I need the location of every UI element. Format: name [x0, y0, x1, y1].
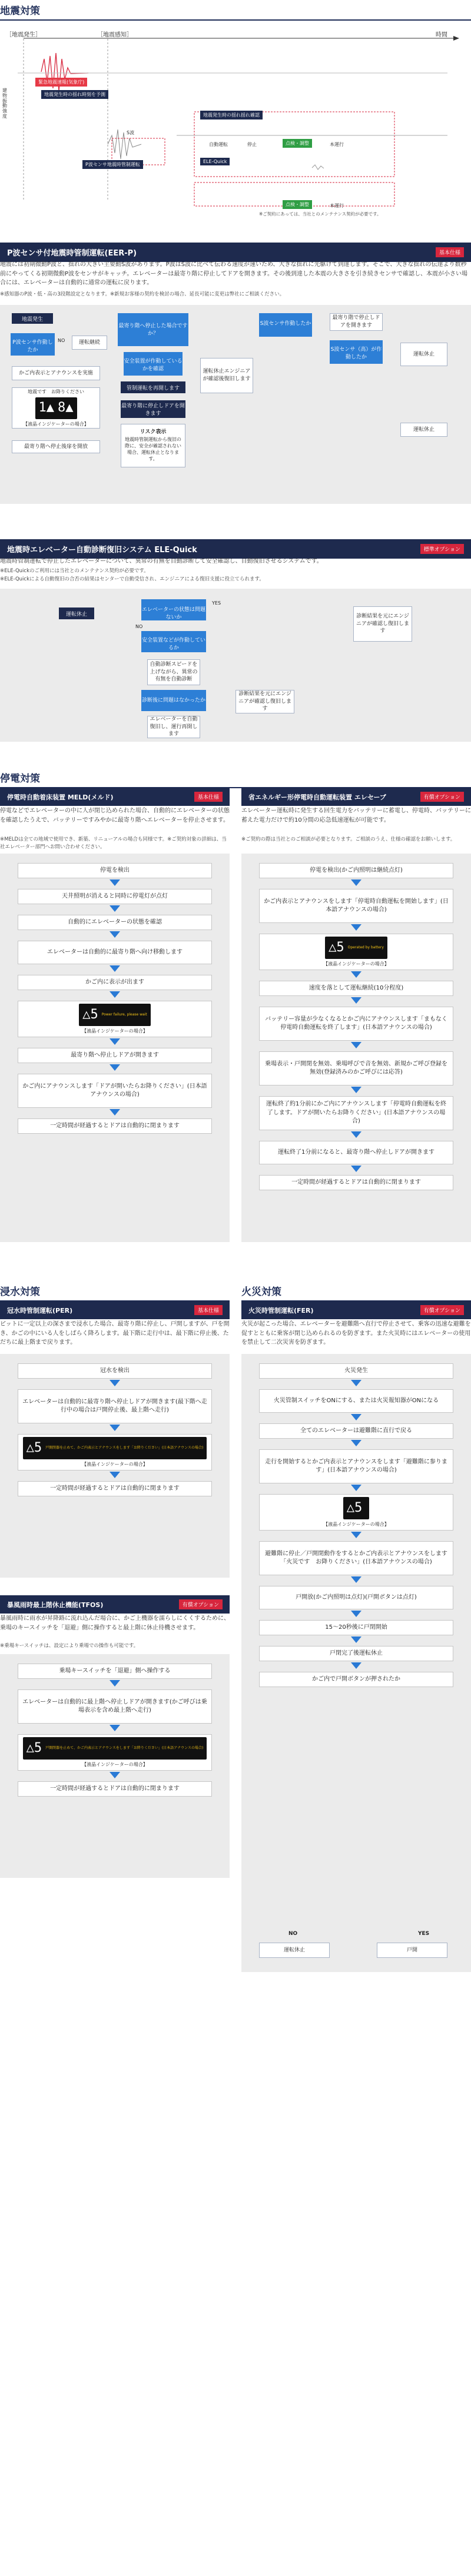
- section-title-fire: 火災対策: [241, 1283, 471, 1302]
- eco-step-6: 運転終了約1分前にかご内にアナウンスします「停電時自動運転を終了します。ドアが開いたらお降りください」(日本語アナウンスの場合): [259, 1096, 453, 1130]
- eco-step-5: 乗場表示・戸開閉を無効、乗場呼びで音を無効、新規かご呼び登録を無効(登録済みのかご呼びには応答): [259, 1051, 453, 1085]
- eerp-description: 地震には初期微動P波と、揺れの大きい主要動S波があります。P波はS波に比べて伝わる速度が速いため、大きな揺れに先駆けて到達します。そこで、大きな揺れの伝達より数秒前にやってくる初期微動P波をセンサがキャッチ。エレベーターは最寄り階に停止してドアを開きます。その後到達した本震の大きさを引き続きセンサで確認し、本震が小さい場合には、エレベーターは自動的に通常の運転に戻ります。: [0, 261, 468, 286]
- flow-arrow: [110, 1425, 120, 1431]
- s-wave-label: S波: [127, 130, 135, 135]
- s-high-diamond: S波センサ（高）が作動したか: [330, 340, 383, 364]
- fer-header: [241, 1301, 471, 1319]
- lcd-display: △5 Operated by battery: [325, 937, 387, 959]
- meld-description: 停電などでエレベーターの中に人が閉じ込められた場合、自動的にエレベーターの状態を確認したうえで、バッテリーですみやかに最寄り階へエレベーターを停止させます。: [0, 808, 230, 824]
- lcd-label: 【液晶インジケーターの場合】: [82, 1028, 148, 1034]
- timeline-time-label: 時間: [436, 32, 447, 38]
- eco-step-4: バッテリー容量が少なくなるとかご内にアナウンスします「まもなく停電時自動運転を終了します」(日本語アナウンスの場合): [259, 1007, 453, 1041]
- meld-header: [0, 788, 230, 806]
- lcd-display: △5 戸開閉器を止めて、かご内表示とアナウンスをします「お降りください」(日本語アナウンスの場合): [23, 1737, 207, 1760]
- tfos-description: 暴風雨時に雨水が昇降路に流れ込んだ場合に、かご上機器を濡らしにくくするために、乗場のキースイッチを「退避」側に操作すると最上階に休止待機させます。: [0, 1615, 230, 1631]
- flow-arrow: [110, 931, 120, 938]
- meld-lcd-box: [18, 1001, 212, 1037]
- meld-step-3: 自動的にエレベーターの状態を確認: [18, 915, 212, 930]
- predict-label: 地震発生時の揺れ時刻を予測: [41, 90, 108, 99]
- meld-step-5: かご内に表示が出ます: [18, 975, 212, 990]
- timeline-detect-label: ［地震感知］: [97, 32, 132, 38]
- eco-header: [241, 788, 471, 806]
- eco-step-7: 運転終了1分前になると、最寄り階へ停止しドアが開きます: [259, 1141, 453, 1164]
- eerp-note: ※感知器のP波・低・高の3段階設定となります。※新規お客様の契約を検討の場合、延長可能に変更は弊社にご相談ください。: [0, 291, 285, 297]
- meld-step-2: 天井照明が消えると同時に停電灯が点灯: [18, 889, 212, 904]
- section-title-power: 停電対策: [0, 770, 471, 788]
- meld-heading: 停電時自動着床装置 MELD(メルド): [7, 793, 114, 801]
- tfos-heading: 暴風雨時最上階休止機能(TFOS): [7, 1601, 104, 1609]
- auto-run-label: 自動運転: [209, 142, 228, 147]
- meld-step-1: 停電を検出: [18, 863, 212, 878]
- flow-arrow: [110, 1472, 120, 1478]
- lcd-display: △5: [343, 1497, 370, 1519]
- fer-tag: 有償オプション: [420, 1305, 464, 1315]
- check-diamond: 安全装置が作動しているかを確認: [124, 352, 183, 376]
- meld-step-6: 最寄り階へ停止しドアが開きます: [18, 1048, 212, 1063]
- ele-quick-label: ELE-Quick: [200, 158, 230, 165]
- flow-arrow: [351, 1380, 361, 1386]
- quick-no: NO: [135, 624, 143, 629]
- resume-box: 運転休止: [400, 343, 447, 366]
- tfos-notes: ※乗場キースイッチは、設定により乗場での操作も可能です。: [0, 1643, 139, 1649]
- confirm-label: 地震発生時の揺れ揺れ確認: [200, 111, 263, 119]
- resume-box-2: 運転休止: [400, 423, 447, 437]
- quick-heading: 地震時エレベーター自動診断復旧システム ELE-Quick: [7, 546, 197, 555]
- flow-arrow: [351, 1576, 361, 1583]
- reset-box: 最寄り階に停止しドアを開きます: [121, 400, 185, 418]
- eco-notes: ※ご契約の際は当社とのご相談が必要となります。ご相談のうえ、仕様の確認をお願いします。: [241, 836, 456, 842]
- flow-arrow: [351, 1611, 361, 1617]
- quick-ok: エレベーターを自動復旧し、運行再開します: [147, 716, 200, 738]
- lcd-text: 地震です お降りください: [28, 389, 84, 394]
- flow-arrow: [351, 1042, 361, 1048]
- fer-step-6: 戸開放(かご内照明は点灯)(戸開ボタンは点灯): [259, 1586, 453, 1609]
- flow-arrow: [110, 1064, 120, 1071]
- per-step-2: エレベーターは自動的に最寄り階へ停止しドアが開きます(最下階へ走行中の場合は戸開停止後、最上階へ走行): [18, 1389, 212, 1423]
- quick-flowchart: [0, 589, 471, 742]
- eerp-heading: P波センサ付地震時管制運転(EER-P): [7, 249, 137, 258]
- fer-step-4: 走行を開始するとかご内表示とアナウンスをします「避難階に参ります」(日本語アナウンスの場合): [259, 1449, 453, 1483]
- fer-flow: [241, 1354, 471, 1972]
- fer-yes: YES: [418, 1931, 430, 1937]
- meld-flow: [0, 854, 230, 1242]
- flow-arrow: [110, 1772, 120, 1778]
- lcd-display: 1▲ 8▲: [35, 397, 77, 419]
- eco-description: エレベーター運転時に発生する回生電力をバッテリーに蓄電し、停電時、バッテリーに蓄えた電力だけで約10分間の応急低速運転が可能です。: [241, 808, 471, 824]
- timeline-axis-label: 建物振動強度: [2, 88, 7, 119]
- quick-q2: 安全装置などが作動しているか: [141, 631, 206, 652]
- nearest-box: 最寄り階へ停止後扉を開放: [12, 440, 100, 453]
- flow-arrow: [110, 879, 120, 886]
- flow-arrow: [351, 1532, 361, 1538]
- lcd-label: 【液晶インジケーターの場合】: [323, 1521, 389, 1527]
- eerp-header: [0, 243, 471, 262]
- fer-stop: 運転休止: [259, 1943, 330, 1958]
- meld-step-8: 一定時間が経過するとドアは自動的に閉まります: [18, 1118, 212, 1134]
- eco-flow: [241, 854, 471, 1242]
- timeline-graphic: [0, 24, 471, 218]
- eco-tag: 有償オプション: [420, 792, 464, 802]
- quake-diamond: 最寄り階へ停止した場合ですか？: [118, 313, 188, 346]
- tfos-step-2: エレベーターは自動的に最上階へ停止しドアが開きます(かご呼びは乗場表示を含め最上階へ走行): [18, 1689, 212, 1724]
- flow-arrow: [351, 1485, 361, 1491]
- tfos-step-1: 乗場キースイッチを「退避」側へ操作する: [18, 1664, 212, 1679]
- meld-notes: ※MELDは全ての地域で使用でき、新築、リニューアルの場合も同様です。※ご契約対象の詳細は、当社エレベーター部門へお問い合わせください。: [0, 836, 227, 850]
- lcd-box: [12, 387, 100, 429]
- flow-arrow: [110, 991, 120, 998]
- tfos-step-3: 一定時間が経過するとドアは自動的に閉まります: [18, 1781, 212, 1797]
- eco-step-8: 一定時間が経過するとドアは自動的に閉まります: [259, 1175, 453, 1190]
- meld-tag: 基本仕様: [194, 792, 223, 802]
- floor-stop-box: 最寄り階で停止しドアを開きます: [330, 313, 383, 331]
- p-sensor-diamond: P波センサ作動したか: [11, 333, 55, 356]
- timeline-footnote: ※ご契約にあっては、当社とのメンテナンス契約が必要です。: [259, 211, 382, 217]
- per-lcd-box: [18, 1434, 212, 1470]
- s-sensor-diamond: S波センサ作動したか: [259, 313, 312, 337]
- risk-text: 地震時管制運転から復旧の際に、安全が確認されない場合、運転休止となります。: [125, 436, 181, 462]
- tfos-lcd-box: [18, 1734, 212, 1771]
- flow-arrow: [351, 1166, 361, 1172]
- flow-arrow: [110, 1038, 120, 1045]
- per-flow: [0, 1354, 230, 1578]
- flow-arrow: [351, 924, 361, 931]
- section-title-earthquake: 地震対策: [0, 2, 471, 21]
- flow-arrow: [351, 997, 361, 1004]
- per-heading: 冠水時管制運転(PER): [7, 1306, 73, 1314]
- per-header: [0, 1301, 230, 1319]
- quick-q1: エレベーターの状態は問題ないか: [141, 599, 206, 620]
- continue-box: 運転継続: [72, 336, 107, 350]
- flow-arrow: [351, 1414, 361, 1420]
- eco-step-3: 速度を落として運転継続(10分程度): [259, 981, 453, 996]
- main-op-label: 本運行: [330, 142, 344, 147]
- flow-arrow: [351, 971, 361, 978]
- fer-step-9: かご内で戸開ボタンが押されたか: [259, 1672, 453, 1687]
- announce-box: かご内表示とアナウンスを実施: [12, 366, 100, 380]
- earthquake-timeline: [0, 24, 471, 218]
- quick-diag: 自動診断スピードを上げながら、異常の有無を自動診断: [147, 659, 200, 685]
- tfos-flow: [0, 1654, 230, 1878]
- fer-step-2: 火災管制スイッチをONにする、または火災報知器がONになる: [259, 1389, 453, 1413]
- meld-step-4: エレベーターは自動的に最寄り階へ向け移動します: [18, 941, 212, 964]
- fer-step-8: 戸閉完了後運転休止: [259, 1646, 453, 1661]
- lcd-label: 【液晶インジケーターの場合】: [323, 961, 389, 967]
- flow-arrow: [351, 1131, 361, 1138]
- flow-arrow: [351, 1662, 361, 1669]
- flow-arrow: [351, 1440, 361, 1446]
- eco-step-1: 停電を検出(かご内照明は継続点灯): [259, 863, 453, 878]
- quick-note-1: ※ELE-Quickのご利用には当社とのメンテナンス契約が必要です。: [0, 568, 149, 574]
- fer-step-5: 避難階に停止／戸開閉動作をするとかご内表示とアナウンスをします「火災です お降りください」(日本語アナウンスの場合): [259, 1541, 453, 1575]
- per-step-3: 一定時間が経過するとドアは自動的に閉まります: [18, 1481, 212, 1496]
- main-op-label-2: 本運行: [330, 203, 344, 208]
- flow-arrow: [110, 1725, 120, 1731]
- fer-heading: 火災時管制運転(FER): [248, 1306, 314, 1314]
- lcd-display: △5 戸開閉器を止めて、かご内表示とアナウンスをします「お降りください」(日本語アナウンスの場合): [23, 1437, 207, 1459]
- per-step-1: 冠水を検出: [18, 1363, 212, 1379]
- lcd-label: 【液晶インジケーターの場合】: [23, 421, 89, 427]
- eco-step-2: かご内表示とアナウンスをします「停電時自動運転を開始します」(日本語アナウンスの場合): [259, 889, 453, 923]
- flow-arrow: [351, 1636, 361, 1643]
- flow-arrow: [110, 1380, 120, 1386]
- quick-ng: 診断結果を元にエンジニアが確認し復旧します: [236, 690, 294, 713]
- quick-tag: 標準オプション: [420, 544, 464, 554]
- flow-arrow: [110, 965, 120, 972]
- flow-arrow: [110, 905, 120, 912]
- quick-stop: 運転休止: [59, 608, 94, 619]
- fer-step-1: 火災発生: [259, 1363, 453, 1379]
- risk-box: [121, 424, 185, 467]
- lcd-label: 【液晶インジケーターの場合】: [82, 1761, 148, 1767]
- eco-lcd-box: [259, 934, 453, 970]
- quick-header: [0, 539, 471, 559]
- restart-box: 管制運転を再開します: [121, 381, 185, 393]
- quick-yes: YES: [212, 600, 221, 606]
- fer-description: 火災が起こった場合、エレベーターを避難階へ直行で停止させて、乗客の迅速な避難を促すとともに乗客が閉じ込められるのを防ぎます。また火災時にはエレベーターの使用を禁止して二次災害を防ぎます。: [241, 1321, 471, 1346]
- timeline-start-label: ［地震発生］: [6, 32, 41, 38]
- inspect-label: 点検・調整: [283, 139, 312, 148]
- per-tag: 基本仕様: [194, 1305, 223, 1315]
- eerp-flowchart: [0, 305, 471, 504]
- flow-arrow: [351, 1087, 361, 1093]
- per-description: ピットに一定以上の深さまで浸水した場合、最寄り階に停止し、戸開しますが、戸を開き、かごの中にいる人をしばらく降ろします。最下階に走行中は、最下階に停止後、ただちに最上階まで戻ります。: [0, 1321, 230, 1346]
- quick-q3: 診断後に問題はなかったか: [141, 690, 206, 711]
- tfos-tag: 有償オプション: [179, 1599, 223, 1609]
- quick-note-2: ※ELE-Quickによる自動復旧の合否の結果はセンターで自動受信され、エンジニアによる復旧支援に役立てられます。: [0, 576, 264, 582]
- lcd-label: 【液晶インジケーターの場合】: [82, 1461, 148, 1467]
- fer-step-7: 15〜20秒後に戸閉開始: [259, 1620, 453, 1635]
- flow-arrow: [110, 1109, 120, 1116]
- section-title-flood: 浸水対策: [0, 1283, 230, 1302]
- fer-step-3: 全てのエレベーターは避難階に直行で戻る: [259, 1423, 453, 1439]
- quick-right-note: 診断結果を元にエンジニアが確認し復旧します: [353, 606, 412, 642]
- eew-label: 緊急地震速報(気象庁): [35, 78, 87, 87]
- fer-open: 戸開: [377, 1943, 447, 1958]
- quick-description: 地震時管制運転で停止したエレベーターについて、異常の有無を自動診断して安全確認し、自動復旧させるシステムです。: [0, 558, 323, 565]
- fer-no: NO: [288, 1931, 298, 1937]
- quake-start: 地震発生: [12, 313, 53, 324]
- fer-lcd-box: [259, 1494, 453, 1531]
- tfos-header: [0, 1595, 230, 1614]
- stop-right-box: 運転休止エンジニアが確認後復旧します: [200, 358, 253, 393]
- p-sensor-label: P波センサ地震時管制運転: [82, 160, 143, 169]
- eco-heading: 省エネルギー形停電時自動運転装置 エレセーブ: [248, 793, 386, 801]
- risk-title: リスク表示: [140, 429, 167, 436]
- eerp-tag: 基本仕様: [436, 247, 464, 257]
- no-label: NO: [58, 338, 65, 343]
- stop-label: 停止: [247, 142, 257, 147]
- flow-arrow: [351, 879, 361, 886]
- lcd-display: △5 Power failure, please wait: [79, 1004, 151, 1026]
- inspect-label-2: 点検・調整: [283, 200, 312, 209]
- meld-step-7: かご内にアナウンスします「ドアが開いたらお降りください」(日本語アナウンスの場合): [18, 1074, 212, 1108]
- flow-arrow: [110, 1680, 120, 1687]
